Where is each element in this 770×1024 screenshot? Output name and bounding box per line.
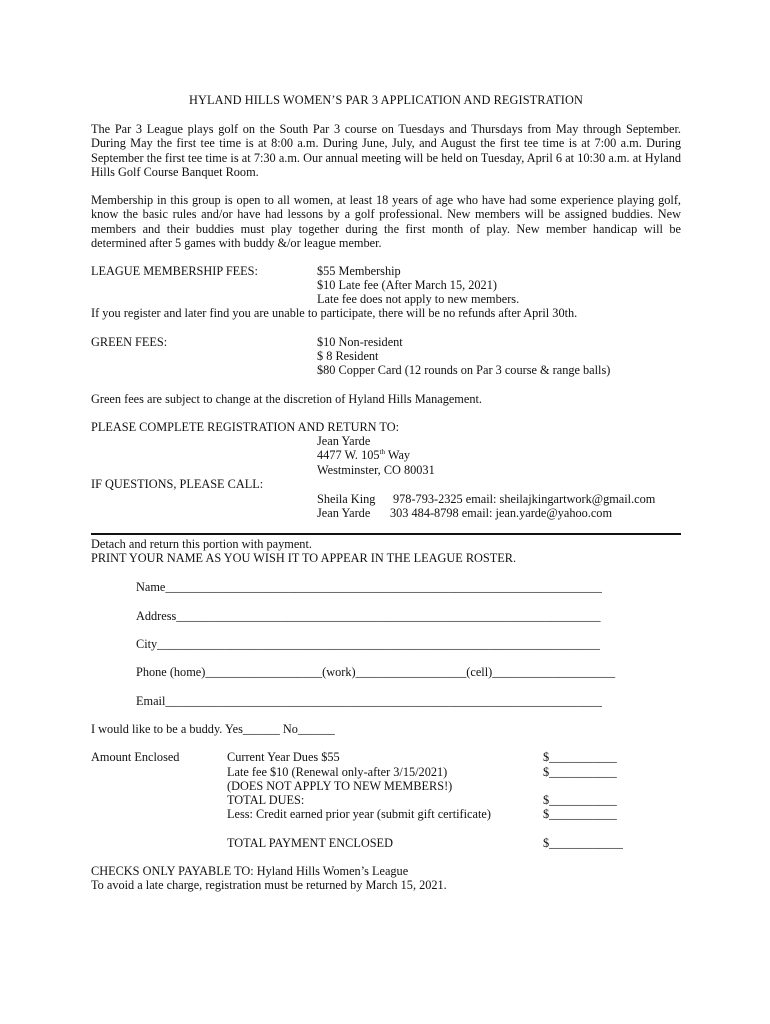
street-ordinal: th <box>379 448 385 456</box>
contact-1-info: 978-793-2325 email: sheilajkingartwork@gmail.com <box>393 492 656 506</box>
questions-label: IF QUESTIONS, PLEASE CALL: <box>91 477 264 491</box>
membership-paragraph <box>91 193 681 251</box>
total-dues-label: TOTAL DUES: <box>227 793 305 807</box>
fee-late-note: Late fee does not apply to new members. <box>317 292 520 306</box>
current-dues-label: Current Year Dues $55 <box>227 750 340 764</box>
deadline-note: To avoid a late charge, registration must be returned by March 15, 2021. <box>91 878 447 892</box>
document-title: HYLAND HILLS WOMEN’S PAR 3 APPLICATION AND REGISTRATION <box>189 93 583 107</box>
league-fees-label: LEAGUE MEMBERSHIP FEES: <box>91 264 258 278</box>
detach-rule <box>91 533 681 535</box>
not-apply-note: (DOES NOT APPLY TO NEW MEMBERS!) <box>227 779 453 793</box>
street-suffix: Way <box>384 448 411 462</box>
late-fee-blank[interactable]: $___________ <box>543 765 617 779</box>
intro-paragraph <box>91 122 681 180</box>
email-field[interactable]: Email_______________________________________________________________________ <box>136 694 602 708</box>
street-number: 4477 W. 105 <box>317 448 380 462</box>
current-dues-blank[interactable]: $___________ <box>543 750 617 764</box>
green-fee-nonresident: $10 Non-resident <box>317 335 403 349</box>
total-payment-label: TOTAL PAYMENT ENCLOSED <box>227 836 393 850</box>
checks-payable-note: CHECKS ONLY PAYABLE TO: Hyland Hills Women’s League <box>91 864 409 878</box>
amount-enclosed-label: Amount Enclosed <box>91 750 180 764</box>
refund-note: If you register and later find you are unable to participate, there will be no refunds after April 30th. <box>91 306 578 320</box>
detach-note: Detach and return this portion with payment. <box>91 537 312 551</box>
return-city: Westminster, CO 80031 <box>317 463 435 477</box>
buddy-question[interactable]: I would like to be a buddy. Yes______ No______ <box>91 722 335 736</box>
membership-text: Membership in this group is open to all women, at least 18 years of age who have had some experience playing golf, know the basic rules and/or have had lessons by a golf professional. New members will be assigned buddies. New members and their buddies must play together during the first month of play. New member handicap will be determined after 5 games with buddy &/or league member. <box>91 193 681 251</box>
green-fee-copper-card: $80 Copper Card (12 rounds on Par 3 course & range balls) <box>317 363 611 377</box>
fee-membership: $55 Membership <box>317 264 401 278</box>
phone-field[interactable]: Phone (home)___________________(work)__________________(cell)____________________ <box>136 665 616 679</box>
name-field[interactable]: Name_______________________________________________________________________ <box>136 580 602 594</box>
total-payment-blank[interactable]: $____________ <box>543 836 623 850</box>
return-name: Jean Yarde <box>317 434 371 448</box>
contact-2-info: 303 484-8798 email: jean.yarde@yahoo.com <box>390 506 613 520</box>
city-field[interactable]: City________________________________________________________________________ <box>136 637 600 651</box>
contact-1-name: Sheila King <box>317 492 376 506</box>
green-fee-resident: $ 8 Resident <box>317 349 379 363</box>
contact-2-name: Jean Yarde <box>317 506 371 520</box>
address-field[interactable]: Address_____________________________________________________________________ <box>136 609 601 623</box>
fee-late: $10 Late fee (After March 15, 2021) <box>317 278 497 292</box>
print-name-instruction: PRINT YOUR NAME AS YOU WISH IT TO APPEAR IN THE LEAGUE ROSTER. <box>91 551 517 565</box>
green-fees-label: GREEN FEES: <box>91 335 168 349</box>
late-fee-label: Late fee $10 (Renewal only-after 3/15/2021) <box>227 765 448 779</box>
green-fees-note: Green fees are subject to change at the discretion of Hyland Hills Management. <box>91 392 482 406</box>
total-dues-blank[interactable]: $___________ <box>543 793 617 807</box>
intro-text: The Par 3 League plays golf on the South Par 3 course on Tuesdays and Thursdays from May through September. During May the first tee time is at 8:00 a.m. During June, July, and August the first tee time is at 7:00 a.m. During September the first tee time is at 7:30 a.m. Our annual meeting will be held on Tuesday, April 6 at 10:30 a.m. at Hyland Hills Golf Course Banquet Room. <box>91 122 681 180</box>
return-label: PLEASE COMPLETE REGISTRATION AND RETURN TO: <box>91 420 400 434</box>
credit-label: Less: Credit earned prior year (submit gift certificate) <box>227 807 491 821</box>
return-street <box>317 448 410 462</box>
credit-blank[interactable]: $___________ <box>543 807 617 821</box>
